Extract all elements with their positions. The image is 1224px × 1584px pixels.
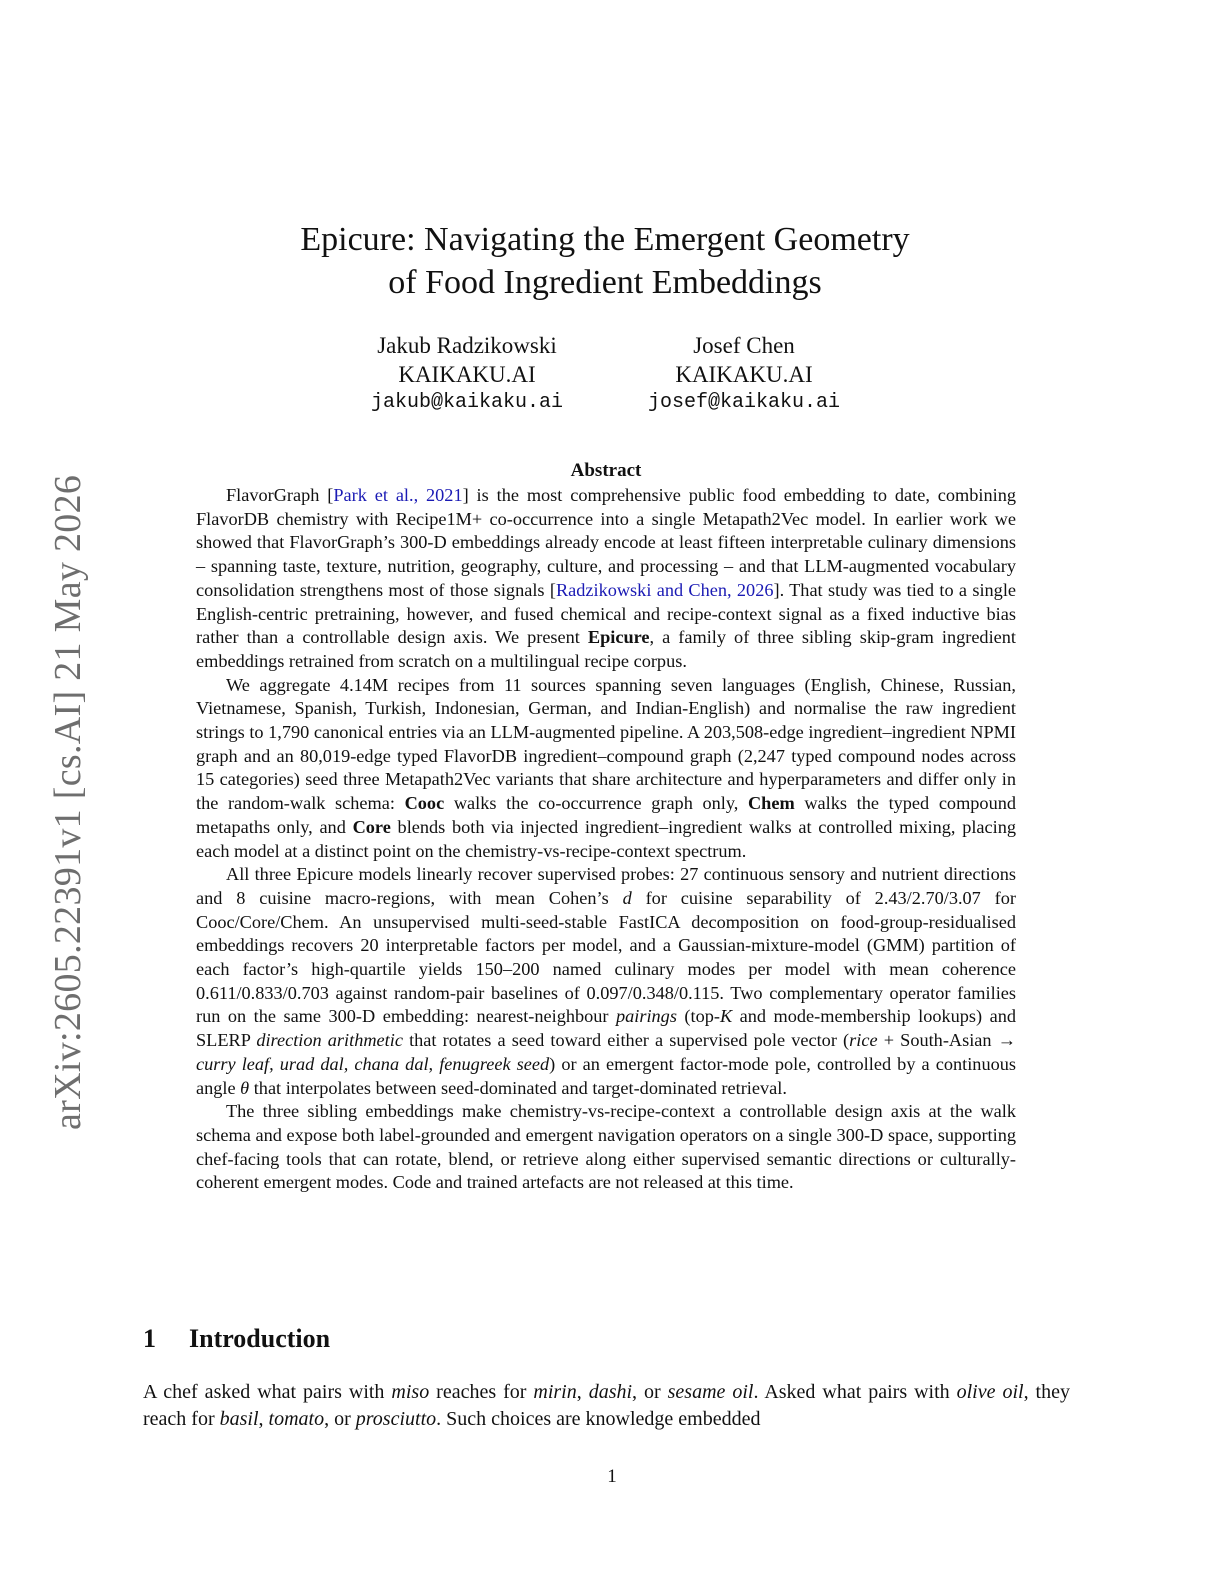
text-run: , xyxy=(258,1408,269,1430)
text-run: , xyxy=(576,1381,589,1403)
title-line-1: Epicure: Navigating the Emergent Geometry xyxy=(300,221,910,258)
italic-term: mirin xyxy=(533,1381,577,1403)
title-line-2: of Food Ingredient Embeddings xyxy=(388,264,822,301)
abstract-body xyxy=(196,484,1016,1195)
bold-term: Epicure xyxy=(587,627,650,648)
author-block-1 xyxy=(347,332,587,418)
text-run: that interpolates between seed-dominated and target-dominated retrieval. xyxy=(249,1077,787,1098)
author-name: Jakub Radzikowski xyxy=(377,333,557,358)
author-block-2 xyxy=(624,332,864,418)
italic-term: curry leaf, urad dal, chana dal, fenugreek seed xyxy=(196,1053,550,1074)
italic-term: pairings xyxy=(615,1006,677,1027)
author-email[interactable]: jakub@kaikaku.ai xyxy=(370,391,564,414)
text-run: blends both via injected ingredient–ingredient walks at controlled mixing, placing each model at a distinct point on the chemistry-vs-recipe-context spectrum. xyxy=(196,816,1017,861)
introduction-paragraph xyxy=(143,1379,1070,1433)
text-run: walks the typed compound metapaths only, and xyxy=(196,793,1016,837)
abstract-heading: Abstract xyxy=(570,460,642,481)
italic-term: rice xyxy=(849,1030,878,1051)
italic-term: dashi xyxy=(588,1381,633,1403)
text-run: ]. That study was tied to a single English-centric pretraining, however, and fused chemical and recipe-context signal as a fixed inductive bias rather than a controllable design axis. We present xyxy=(196,579,1017,648)
italic-term: d xyxy=(622,887,632,908)
bold-term: Cooc xyxy=(404,793,445,814)
text-run: , or xyxy=(324,1408,356,1430)
italic-term: sesame oil xyxy=(667,1381,754,1403)
text-run: ) or an emergent factor-mode pole, controlled by a continuous angle xyxy=(196,1053,1016,1098)
author-affiliation: KAIKAKU.AI xyxy=(398,361,536,387)
section-title: Introduction xyxy=(189,1324,331,1353)
bold-term: Chem xyxy=(747,793,795,814)
text-run: ] is the most comprehensive public food embedding to date, combining FlavorDB chemistry with Recipe1M+ co-occurrence into a single Metapath2Vec model. In earlier work we showed that FlavorGraph’s 300-D embeddings already encode at least fifteen interpretable culinary dimensions – spanning taste, texture, nutrition, geography, culture, and processing – and that LLM-augmented vocabulary consolidation strengthens most of those signals [ xyxy=(196,485,1016,600)
italic-term: tomato xyxy=(268,1408,325,1430)
text-run: reaches for xyxy=(429,1381,534,1403)
text-run: , or xyxy=(632,1381,668,1403)
text-run: . Such choices are knowledge embedded xyxy=(436,1408,761,1430)
abstract-paragraph-4: The three sibling embeddings make chemistry-vs-recipe-context a controllable design axis at the walk schema and expose both label-grounded and emergent navigation operators on a single 300-D space, supporting chef-facing tools that can rotate, blend, or retrieve along either supervised semantic directions or culturally-coherent emergent modes. Code and trained artefacts are not released at this time. xyxy=(196,1101,1016,1193)
italic-term: basil xyxy=(219,1408,259,1430)
paper-title xyxy=(180,218,1030,304)
text-run: for cuisine separability of 2.43/2.70/3.07 for Cooc/Core/Chem. An unsupervised multi-seed-stable FastICA decomposition on food-group-residualised embeddings recovers 20 interpretable factors per model, and a Gaussian-mixture-model (GMM) partition of each factor’s high-quartile yields 150–200 named culinary modes per model with mean coherence 0.611/0.833/0.703 against random-pair baselines of 0.097/0.348/0.115. Two complementary operator families run on the same 300-D embedding: nearest-neighbour xyxy=(196,887,1016,1027)
text-run: . Asked what pairs with xyxy=(753,1381,957,1403)
bold-term: Core xyxy=(352,816,391,837)
text-run: walks the co-occurrence graph only, xyxy=(444,793,748,814)
author-email[interactable]: josef@kaikaku.ai xyxy=(647,391,841,414)
text-run: , a family of three sibling skip-gram ingredient embeddings retrained from scratch on a multilingual recipe corpus. xyxy=(196,627,1016,671)
section-number: 1 xyxy=(143,1324,156,1353)
arxiv-identifier-stamp: arXiv:2605.22391v1 [cs.AI] 21 May 2026 xyxy=(47,474,89,1130)
italic-term: olive oil xyxy=(956,1381,1024,1403)
author-name: Josef Chen xyxy=(693,333,795,358)
text-run: that rotates a seed toward either a supervised pole vector ( xyxy=(402,1030,850,1051)
text-run: All three Epicure models linearly recover supervised probes: 27 continuous sensory and nutrient directions and 8 cuisine macro-regions, with mean Cohen’s xyxy=(196,864,1016,908)
text-run: (top- xyxy=(676,1006,720,1027)
italic-term: K xyxy=(719,1006,733,1027)
italic-term: direction arithmetic xyxy=(256,1030,403,1051)
italic-term: prosciutto xyxy=(355,1408,437,1430)
italic-term: θ xyxy=(240,1077,250,1098)
text-run: , they reach for xyxy=(143,1381,1070,1430)
abstract-paragraph-1 xyxy=(196,484,1016,674)
text-run: FlavorGraph [ xyxy=(226,485,334,505)
text-run: We aggregate 4.14M recipes from 11 sources spanning seven languages (English, Chinese, Russian, Vietnamese, Spanish, Turkish, Indonesian, German, and Indian-English) and normalise the raw ingredient strings to 1,790 canonical entries via an LLM-augmented pipeline. A 203,508-edge ingredient–ingredient NPMI graph and an 80,019-edge typed FlavorDB ingredient–compound graph (2,247 typed compound nodes across 15 categories) seed three Metapath2Vec variants that share architecture and hyperparameters and differ only in the random-walk schema: xyxy=(196,674,1016,814)
abstract-paragraph-2 xyxy=(196,674,1016,864)
text-run: and mode-membership lookups) and SLERP xyxy=(196,1006,1016,1051)
abstract-paragraph-3 xyxy=(196,863,1016,1100)
text-run: A chef asked what pairs with xyxy=(143,1381,392,1403)
page-number: 1 xyxy=(607,1466,617,1487)
author-affiliation: KAIKAKU.AI xyxy=(675,361,813,387)
citation-link-radzikowski[interactable]: Radzikowski and Chen, 2026 xyxy=(555,579,774,600)
text-run: + South-Asian → xyxy=(877,1030,1016,1051)
citation-link-park[interactable]: Park et al., 2021 xyxy=(333,485,463,505)
italic-term: miso xyxy=(391,1381,430,1403)
section-heading-introduction xyxy=(143,1324,330,1354)
